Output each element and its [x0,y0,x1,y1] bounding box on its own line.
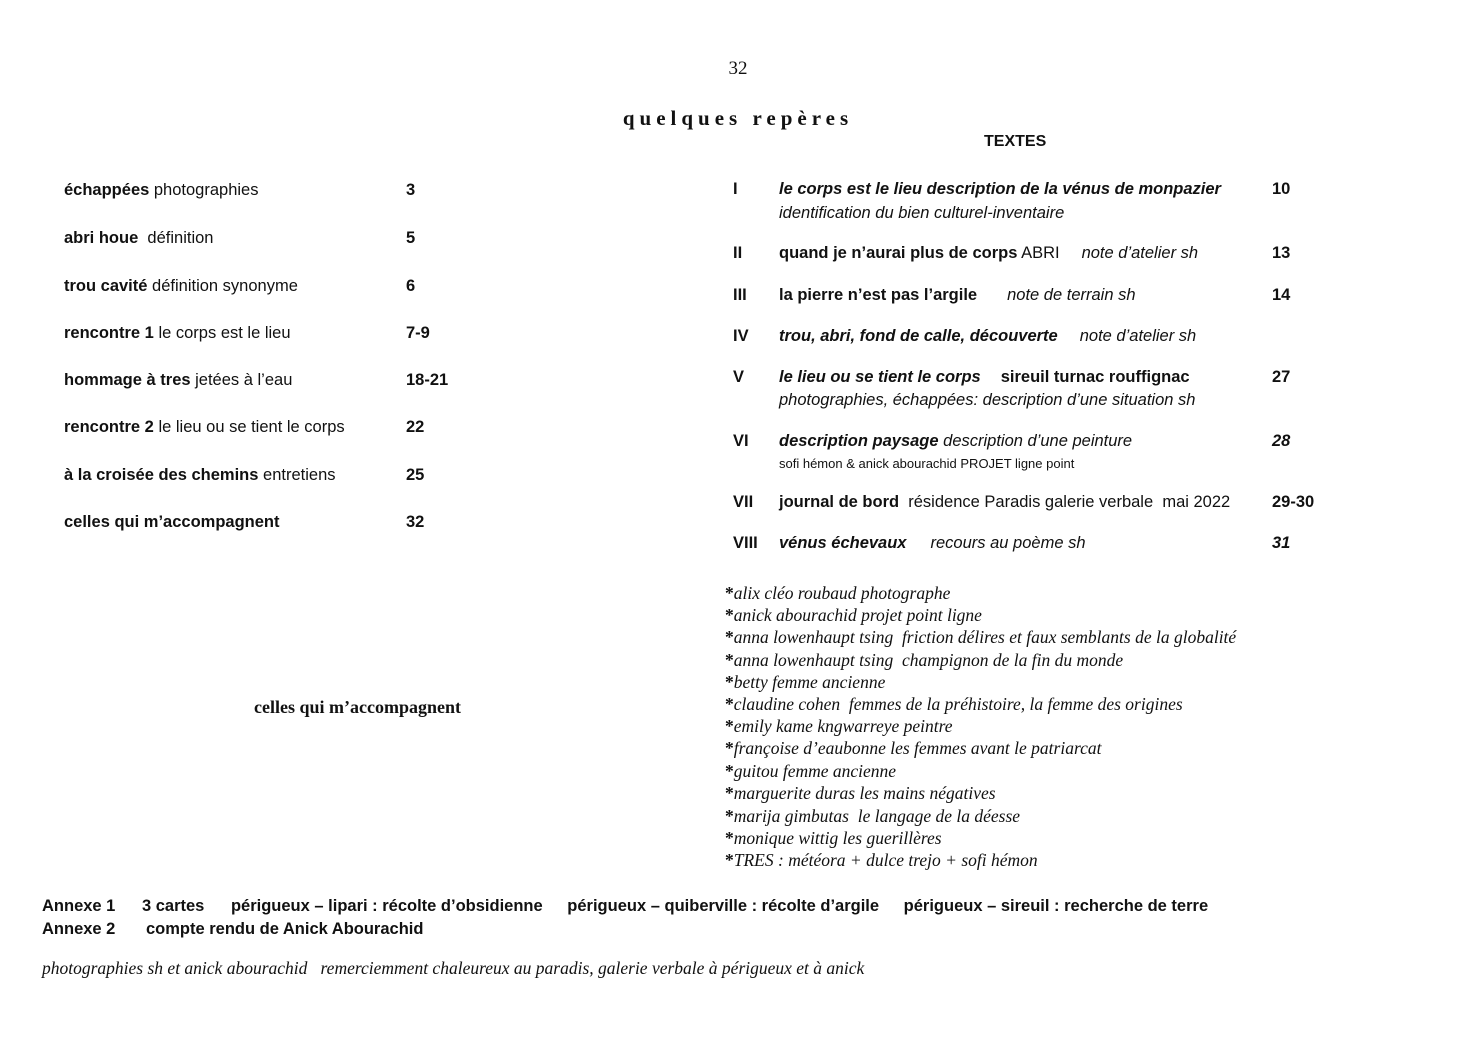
text-subtitle: sofi hémon & anick abourachid PROJET ligne point [779,456,1075,471]
reference-item: *anna lowenhaupt tsing friction délires et faux semblants de la globalité [725,627,1237,647]
roman-numeral: VI [733,432,749,450]
toc-entry-page: 32 [406,513,425,531]
text-page: 29-30 [1272,493,1315,511]
toc-entry-page: 5 [406,229,416,247]
reference-item: *anick abourachid projet point ligne [725,605,982,625]
toc-entry-page: 7-9 [406,324,430,342]
text-title: journal de bord résidence Paradis galerie verbale mai 2022 [779,493,1231,511]
roman-numeral: VIII [733,534,758,552]
toc-entry-text: rencontre 1 le corps est le lieu [64,324,291,342]
toc-entry-page: 3 [406,181,416,199]
roman-numeral: III [733,286,747,304]
text-page: 14 [1272,286,1291,304]
toc-entry-page: 25 [406,466,425,484]
toc-entry-page: 18-21 [406,371,449,389]
toc-entry-text: échappées photographies [64,181,259,199]
text-title: quand je n’aurai plus de corps ABRI note d’atelier sh [779,244,1199,262]
text-title: vénus échevaux recours au poème sh [779,534,1086,552]
toc-entry-text: rencontre 2 le lieu ou se tient le corps [64,418,345,436]
toc-entry-text: abri houe définition [64,229,214,247]
toc-entry-text: hommage à tres jetées à l’eau [64,371,293,389]
text-subtitle: photographies, échappées: description d’une situation sh [779,391,1196,409]
reference-item: *anna lowenhaupt tsing champignon de la fin du monde [725,650,1124,670]
text-title: le lieu ou se tient le corps sireuil turnac rouffignac [779,368,1190,386]
roman-numeral: II [733,244,743,262]
text-title: description paysage description d’une peinture [779,432,1133,450]
footer-credits: photographies sh et anick abourachid remerciemment chaleureux au paradis, galerie verbale à périgueux et à anick [42,958,865,978]
toc-entry-page: 6 [406,277,416,295]
roman-numeral: V [733,368,745,386]
text-page: 28 [1272,432,1291,450]
toc-entry-text: celles qui m’accompagnent [64,513,280,531]
reference-item: *guitou femme ancienne [725,761,897,781]
reference-item: *emily kame kngwarreye peintre [725,716,953,736]
roman-numeral: VII [733,493,754,511]
toc-entry-text: trou cavité définition synonyme [64,277,298,295]
roman-numeral: I [733,180,738,198]
reference-item: *alix cléo roubaud photographe [725,583,951,603]
reference-item: *monique wittig les guerillères [725,828,942,848]
page-title: quelques repères [622,106,854,130]
page-number: 32 [728,58,748,79]
text-page: 13 [1272,244,1291,262]
text-page: 31 [1272,534,1291,552]
text-title: la pierre n’est pas l’argile note de terrain sh [779,286,1136,304]
text-title: le corps est le lieu description de la vénus de monpazier [779,180,1221,198]
annex-2: Annexe 2 compte rendu de Anick Abourachid [42,920,424,938]
reference-item: *TRES : météora + dulce trejo + sofi hémon [725,850,1038,870]
reference-item: *marija gimbutas le langage de la déesse [725,806,1021,826]
roman-numeral: IV [733,327,749,345]
reference-item: *betty femme ancienne [725,672,886,692]
reference-item: *françoise d’eaubonne les femmes avant le patriarcat [725,738,1102,758]
text-title: trou, abri, fond de calle, découverte note d’atelier sh [779,327,1197,345]
text-subtitle: identification du bien culturel-inventaire [779,204,1065,222]
text-page: 27 [1272,368,1291,386]
toc-entry-page: 22 [406,418,425,436]
textes-header: TEXTES [984,133,1047,150]
reference-item: *marguerite duras les mains négatives [725,783,996,803]
annex-1: Annexe 1 3 cartes périgueux – lipari : récolte d’obsidienne périgueux – quiberville : récolte d’argile périgueux – sireuil : recherche de terre [42,897,1209,915]
text-page: 10 [1272,180,1291,198]
reference-item: *claudine cohen femmes de la préhistoire, la femme des origines [725,694,1183,714]
toc-entry-text: à la croisée des chemins entretiens [64,466,336,484]
left-section-heading: celles qui m’accompagnent [254,697,461,717]
